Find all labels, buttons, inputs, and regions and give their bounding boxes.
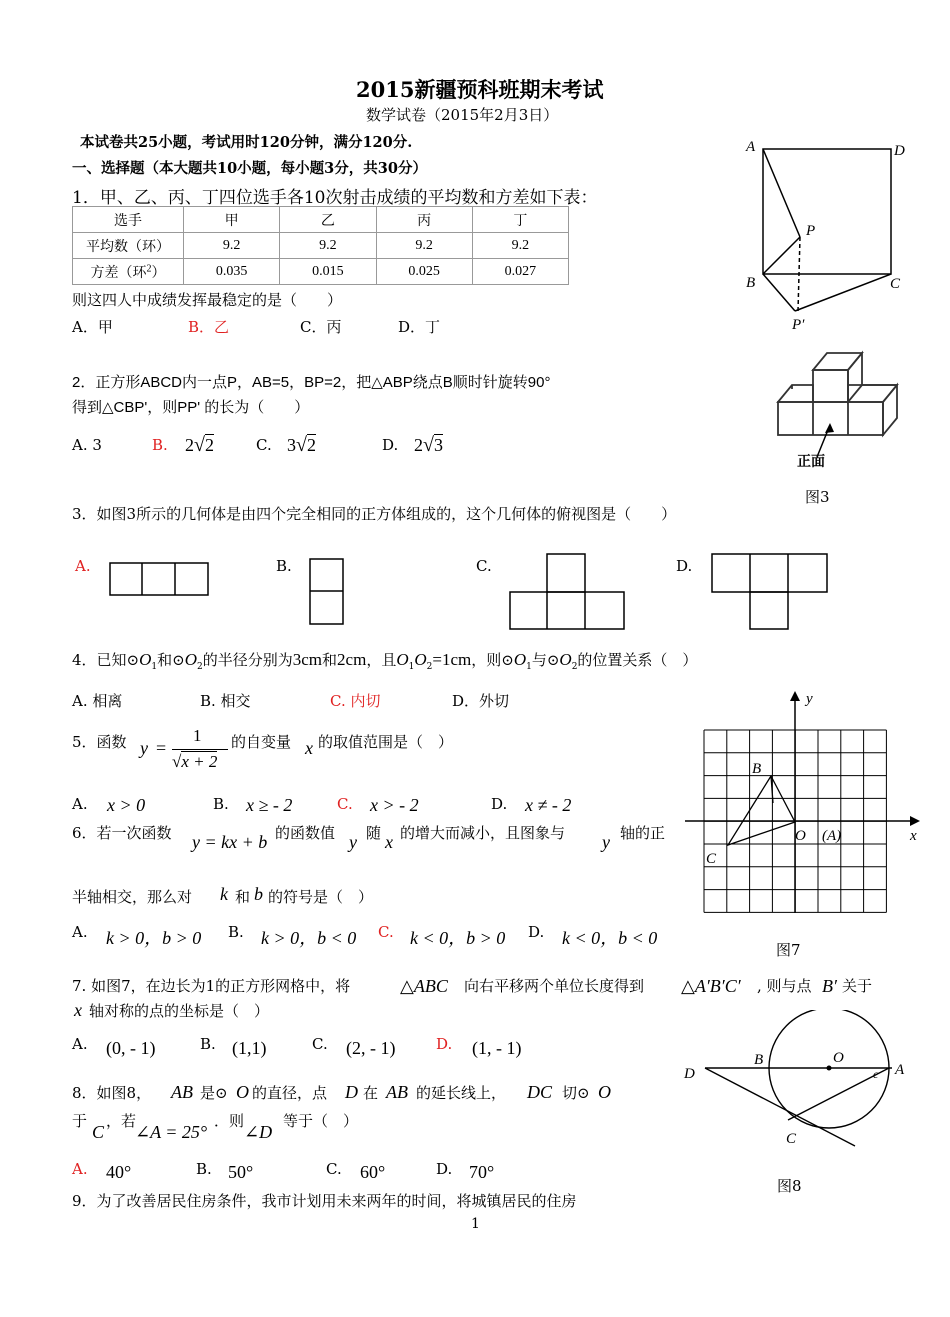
table-cell: 9.2 <box>280 233 376 259</box>
q6-value-c: k < 0，b > 0 <box>410 928 506 948</box>
table-cell: 9.2 <box>184 233 280 259</box>
q9-stem: 9．为了改善居民住房条件，我市计划用未来两年的时间，将城镇居民的住房 <box>72 1192 577 1210</box>
q8-stem-e: 的延长线上， <box>416 1084 507 1102</box>
q7-option-c: C. <box>312 1035 328 1053</box>
variance-sup: 2 <box>146 262 152 274</box>
o1: O <box>396 650 409 669</box>
text: 的半径分别为 <box>202 651 293 669</box>
page-subtitle: 数学试卷（2015年2月3日） <box>366 106 559 124</box>
radicand: 2 <box>204 435 214 455</box>
q5-value-c: x > - 2 <box>370 795 419 815</box>
q8-stem2-d: 等于（ ） <box>283 1112 359 1130</box>
sub: 1 <box>408 662 415 672</box>
label-C: C <box>786 1131 797 1147</box>
q7-triangle: △ABC <box>400 976 448 996</box>
table-cell: 9.2 <box>472 233 568 259</box>
q7-stem2: 轴对称的点的坐标是（ ） <box>89 1002 270 1020</box>
figure-3-caption: 图3 <box>805 488 830 506</box>
q5-stem-b: 的自变量 <box>231 733 292 751</box>
q5-option-d: D. <box>491 795 508 813</box>
label-A: (A) <box>822 828 842 844</box>
q5-numerator: 1 <box>193 726 202 745</box>
text: 和⊙ <box>157 651 185 669</box>
label-C: C <box>706 851 717 867</box>
q7-x: x <box>74 1000 82 1020</box>
q7-option-a: A. <box>72 1035 88 1053</box>
q2-option-a: A. 3 <box>72 436 102 454</box>
sqrt-icon: √ <box>296 434 307 456</box>
table-cell: 0.027 <box>472 259 568 285</box>
label-D: D <box>684 1066 695 1082</box>
text: ，则⊙ <box>471 651 514 669</box>
q6-stem-c: 随 <box>366 824 382 842</box>
q4-stem <box>72 649 697 672</box>
label-O: O <box>795 828 806 844</box>
radius1: 3cm <box>292 650 323 669</box>
radius2: 2cm <box>337 650 367 669</box>
figure-8-circle <box>680 1010 930 1170</box>
q8-option-d: D. <box>436 1160 453 1178</box>
center-point <box>827 1066 832 1071</box>
q2-option-c: C. <box>256 436 272 454</box>
label-A: A <box>895 1062 905 1078</box>
q6-stem-a: 6．若一次函数 <box>72 824 172 842</box>
sub: 1 <box>526 662 532 672</box>
sub: 2 <box>197 662 203 672</box>
label-B: B <box>754 1052 764 1068</box>
label-O: O <box>833 1050 844 1066</box>
q3-option-b: B. <box>276 557 292 575</box>
q6-value-d: k < 0，b < 0 <box>562 928 658 948</box>
q8-stem-a: 8．如图8， <box>72 1084 152 1102</box>
section-heading: 一、选择题（本大题共10小题，每小题3分，共30分） <box>72 160 427 177</box>
q4-option-b: B. 相交 <box>200 692 251 710</box>
label-P: P <box>806 223 816 239</box>
axis-y-label: y <box>806 691 813 707</box>
page-title: 2015新疆预科班期末考试 <box>356 77 604 102</box>
label-B: B <box>752 761 762 777</box>
text: 4．已知⊙ <box>72 651 140 669</box>
q8-stem2-c: ．则 <box>214 1112 245 1130</box>
q6-value-b: k > 0，b < 0 <box>261 928 357 948</box>
variance-label: 方差（环 <box>90 265 147 281</box>
sub: 2 <box>426 662 433 672</box>
equals-sign: = <box>156 738 167 758</box>
table-header-cell: 丙 <box>376 207 472 233</box>
label-B: B <box>746 275 756 291</box>
q8-angleD: ∠D <box>244 1122 273 1142</box>
q1-option-d: D．丁 <box>398 318 441 336</box>
q4-option-d: D．外切 <box>452 692 510 710</box>
q8-O2: O <box>598 1082 611 1102</box>
q2-option-b: B. <box>152 436 168 454</box>
q6-option-a: A. <box>72 923 88 941</box>
figure-7-grid <box>680 685 930 930</box>
q7-stem-a: 7. 如图7，在边长为1的正方形网格中，将 <box>72 977 351 995</box>
q8-C: C <box>92 1122 105 1142</box>
q5-stem-a: 5．函数 <box>72 733 127 751</box>
q6-b: b <box>254 884 263 904</box>
q6-stem-b: 的函数值 <box>275 824 336 842</box>
q8-stem2-a: 于 <box>72 1112 88 1130</box>
q3-figure-a <box>108 562 210 596</box>
q6-option-c: C. <box>378 923 394 941</box>
q6-option-d: D. <box>528 923 545 941</box>
q8-AB2: AB <box>386 1082 408 1102</box>
q8-stem-b: 是⊙ <box>200 1084 228 1102</box>
text: ，且 <box>366 651 397 669</box>
front-label: 正面 <box>797 454 825 470</box>
q8-AB: AB <box>171 1082 193 1102</box>
q8-value-c: 60° <box>360 1162 386 1182</box>
circle-o2: O <box>559 650 572 669</box>
q5-option-b: B. <box>213 795 229 813</box>
q8-value-a: 40° <box>106 1162 132 1182</box>
table-cell: 0.025 <box>376 259 472 285</box>
distance: =1cm <box>432 650 472 669</box>
sqrt-icon: √ <box>194 434 205 456</box>
square-rotation-figure <box>740 135 910 335</box>
q6-y: y <box>349 832 357 852</box>
q6-option-b: B. <box>228 923 244 941</box>
q3-option-c: C. <box>476 557 492 575</box>
q4-option-a: A. 相离 <box>72 692 123 710</box>
q6-x: x <box>385 832 393 852</box>
figure-8-caption: 图8 <box>777 1177 802 1195</box>
figure-3-cubes <box>770 345 910 475</box>
q8-angle: ∠A = 25° <box>135 1122 208 1142</box>
table-header-cell: 丁 <box>472 207 568 233</box>
variance-close: ） <box>151 265 166 281</box>
q7-option-b: B. <box>200 1035 216 1053</box>
fraction-bar <box>172 749 228 750</box>
sub: 1 <box>151 662 158 672</box>
q8-option-b: B. <box>196 1160 212 1178</box>
q2-value-c <box>287 434 316 457</box>
q8-stem-d: 在 <box>363 1084 379 1102</box>
q8-stem2-b: ，若 <box>106 1112 137 1130</box>
q8-value-b: 50° <box>228 1162 254 1182</box>
q8-DC: DC <box>527 1082 553 1102</box>
q1-question: 则这四人中成绩发挥最稳定的是（ ） <box>72 291 343 309</box>
table-cell: 0.035 <box>184 259 280 285</box>
q7-stem-d: 关于 <box>842 977 873 995</box>
q1-stem: 1．甲、乙、丙、丁四位选手各10次射击成绩的平均数和方差如下表： <box>72 188 598 208</box>
q6-stem2-a: 半轴相交，那么对 <box>72 888 193 906</box>
coef: 2 <box>414 435 423 455</box>
sqrt-icon: √ <box>172 752 182 771</box>
q6-stem2-b: 和 <box>235 888 251 906</box>
q5-option-a: A. <box>72 795 88 813</box>
q8-O: O <box>236 1082 249 1102</box>
q5-stem-c: 的取值范围是（ ） <box>318 733 454 751</box>
q1-option-c: C．丙 <box>300 318 342 336</box>
circle-o1: O <box>139 650 152 669</box>
q8-D: D <box>345 1082 358 1102</box>
sqrt-icon: √ <box>423 434 434 456</box>
label-A: A <box>746 139 756 155</box>
radicand: x + 2 <box>181 752 218 771</box>
q2-option-d: D. <box>382 436 399 454</box>
table-cell <box>73 259 184 285</box>
q6-y-axis: y <box>602 832 610 852</box>
q2-value-b <box>185 434 214 457</box>
text: 与⊙ <box>531 651 560 669</box>
table-cell: 9.2 <box>376 233 472 259</box>
q5-value-b: x ≥ - 2 <box>246 795 293 815</box>
q7-stem-b: 向右平移两个单位长度得到 <box>464 977 645 995</box>
q7-value-c: (2, - 1) <box>346 1038 396 1058</box>
coef: 2 <box>185 435 194 455</box>
q8-option-a: A. <box>72 1160 88 1178</box>
q7-point: B′ <box>822 976 837 996</box>
angle-c-label: c <box>873 1067 879 1081</box>
coef: 3 <box>287 435 296 455</box>
instructions: 本试卷共25小题，考试用时120分钟，满分120分. <box>80 134 413 151</box>
q3-figure-d <box>710 553 830 631</box>
q2-stem-line1: 2．正方形ABCD内一点P，AB=5，BP=2，把△ABP绕点B顺时针旋转90° <box>72 374 551 391</box>
q5-option-c: C. <box>337 795 353 813</box>
q7-value-b: (1,1) <box>232 1038 267 1058</box>
q1-option-b: B．乙 <box>188 318 230 336</box>
q8-stem-f: 切⊙ <box>562 1084 590 1102</box>
q6-stem2-c: 的符号是（ ） <box>268 888 374 906</box>
q5-value-a: x > 0 <box>107 795 146 815</box>
q7-value-d: (1, - 1) <box>472 1038 522 1058</box>
q1-table <box>72 206 569 285</box>
radicand: 3 <box>433 435 443 455</box>
circle-o1: O <box>513 650 527 669</box>
table-cell: 0.015 <box>280 259 376 285</box>
sub: 2 <box>571 662 578 672</box>
q2-value-d <box>414 434 443 457</box>
o2: O <box>414 650 427 669</box>
table-cell: 平均数（环） <box>73 233 184 259</box>
label-D: D <box>894 143 905 159</box>
q6-value-a: k > 0，b > 0 <box>106 928 202 948</box>
q1-option-a: A．甲 <box>72 318 113 336</box>
q3-figure-b <box>309 558 345 626</box>
axis-x-label: x <box>910 828 917 844</box>
label-C: C <box>890 276 901 292</box>
q2-stem-line2: 得到△CBP'，则PP' 的长为（ ） <box>72 399 310 416</box>
table-header-cell: 乙 <box>280 207 376 233</box>
q7-stem-c: , 则与点 <box>757 977 812 995</box>
figure-7-caption: 图7 <box>776 941 801 959</box>
circle-o2: O <box>184 650 197 669</box>
text: 的位置关系（ ） <box>577 651 698 669</box>
q8-option-c: C. <box>326 1160 342 1178</box>
q5-y: y <box>140 738 148 758</box>
q7-value-a: (0, - 1) <box>106 1038 156 1058</box>
q6-function: y = kx + b <box>192 832 268 852</box>
q3-figure-c <box>509 553 627 631</box>
q7-triangle-prime: △A′B′C′ <box>681 976 741 996</box>
q3-option-d: D. <box>676 557 693 575</box>
radicand: 2 <box>306 435 316 455</box>
q5-x: x <box>305 738 313 758</box>
q5-value-d: x ≠ - 2 <box>525 795 572 815</box>
q4-option-c: C. 内切 <box>330 692 381 710</box>
q8-stem-c: 的直径，点 <box>252 1084 328 1102</box>
q6-stem-d: 的增大而减小，且图象与 <box>400 824 566 842</box>
text: 和 <box>322 651 338 669</box>
table-header-cell: 甲 <box>184 207 280 233</box>
q7-option-d: D. <box>436 1035 453 1053</box>
page-number: 1 <box>471 1216 480 1232</box>
q6-stem-e: 轴的正 <box>620 824 666 842</box>
q3-stem: 3．如图3所示的几何体是由四个完全相同的正方体组成的，这个几何体的俯视图是（ ） <box>72 505 677 523</box>
q6-k: k <box>220 884 228 904</box>
q5-denominator <box>172 752 217 772</box>
label-P-prime: P′ <box>792 317 805 333</box>
q3-option-a: A. <box>75 557 91 575</box>
table-header-cell: 选手 <box>73 207 184 233</box>
q8-value-d: 70° <box>469 1162 495 1182</box>
